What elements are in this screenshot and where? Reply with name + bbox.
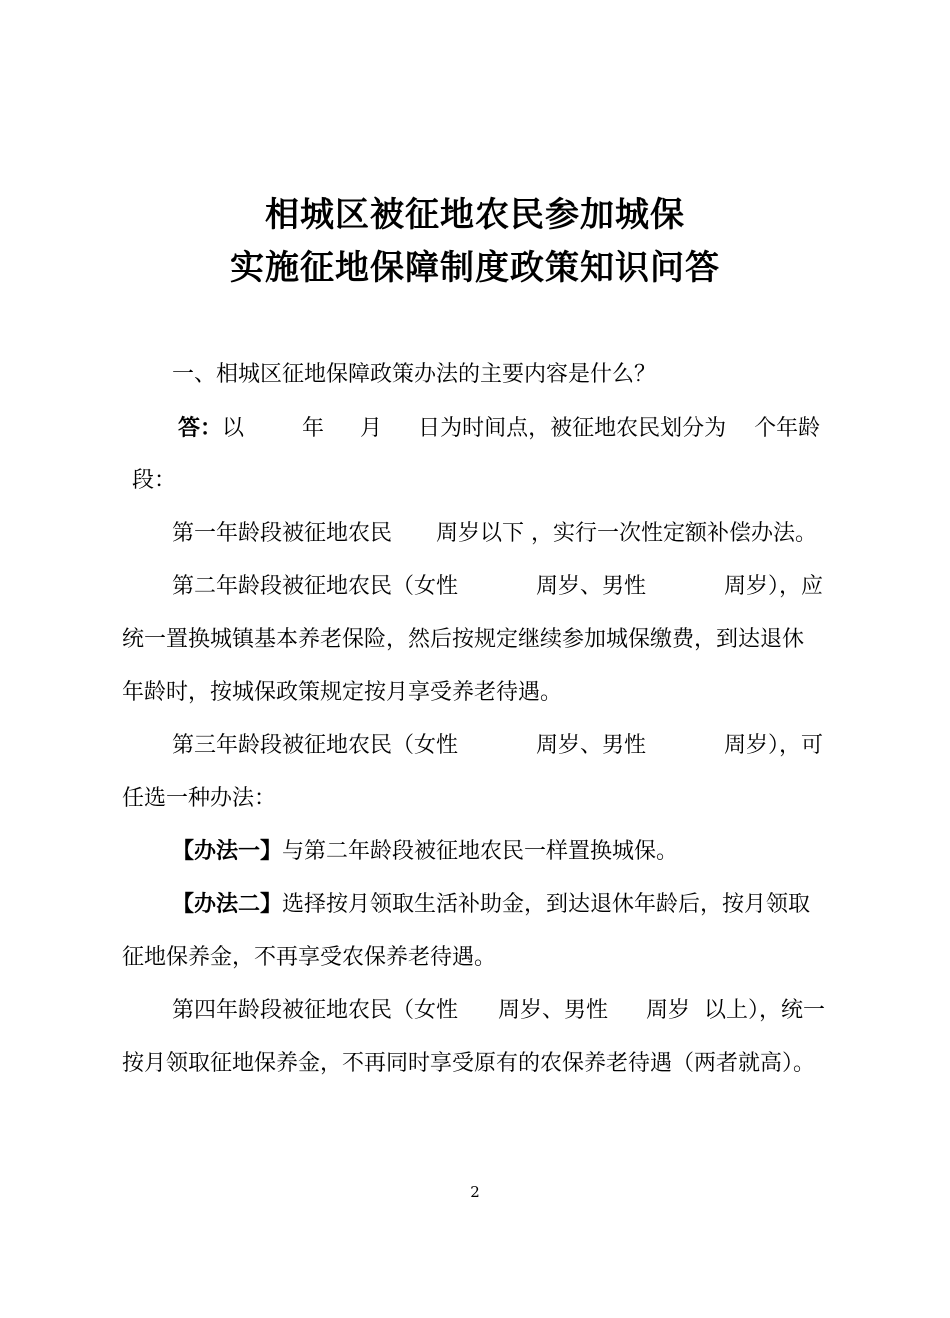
stage-4-text: 周岁、男性 xyxy=(498,998,609,1023)
stage-4-text: 第四年龄段被征地农民（女性 xyxy=(172,998,459,1023)
stage-3-text: 周岁），可 xyxy=(724,733,824,758)
page-number: 2 xyxy=(470,1183,480,1201)
stage-3-text: 周岁、男性 xyxy=(536,733,647,758)
method-2-label: 【办法二】 xyxy=(172,892,283,917)
stage-4-text: 按月领取征地保养金，不再同时享受原有的农保养老待遇（两者就高）。 xyxy=(122,1051,816,1076)
stage-2-text: 第二年龄段被征地农民（女性 xyxy=(172,574,459,599)
stage-2-text: 年龄时，按城保政策规定按月享受养老待遇。 xyxy=(122,680,563,705)
stage-4-text: 以上），统一 xyxy=(704,998,826,1023)
answer-line-1 xyxy=(178,414,820,444)
stage-2-text: 周岁），应 xyxy=(724,574,824,599)
answer-text: 日为时间点，被征地农民划分为 xyxy=(418,416,727,441)
method-2-paragraph xyxy=(172,890,810,920)
stage-4-paragraph xyxy=(172,996,825,1026)
stage-3-paragraph xyxy=(172,731,823,761)
answer-label: 答： xyxy=(178,416,223,441)
method-1-text: 与第二年龄段被征地农民一样置换城保。 xyxy=(282,839,679,864)
stage-2-text: 周岁、男性 xyxy=(536,574,647,599)
method-2-text: 征地保养金，不再享受农保养老待遇。 xyxy=(122,945,497,970)
answer-text: 年 xyxy=(302,416,325,441)
document-title-line-2: 实施征地保障制度政策知识问答 xyxy=(230,248,720,288)
method-2-text: 选择按月领取生活补助金，到达退休年龄后，按月领取 xyxy=(282,892,811,917)
question-heading: 一、相城区征地保障政策办法的主要内容是什么？ xyxy=(172,362,657,387)
method-1-paragraph xyxy=(172,837,678,867)
stage-3-text: 任选一种办法： xyxy=(122,786,277,811)
stage-1-text: 第一年龄段被征地农民 xyxy=(172,521,393,546)
stage-1-text: 周岁以下 ，实行一次性定额补偿办法。 xyxy=(436,521,818,546)
answer-text: 月 xyxy=(360,416,383,441)
answer-text: 以 xyxy=(222,416,245,441)
answer-line-2: 段： xyxy=(132,468,177,493)
answer-text: 个年龄 xyxy=(754,416,821,441)
stage-1-paragraph xyxy=(172,519,817,549)
stage-3-text: 第三年龄段被征地农民（女性 xyxy=(172,733,459,758)
document-title-line-1: 相城区被征地农民参加城保 xyxy=(265,195,685,235)
stage-4-text: 周岁 xyxy=(646,998,691,1023)
stage-2-paragraph xyxy=(172,572,823,602)
method-1-label: 【办法一】 xyxy=(172,839,283,864)
stage-2-text: 统一置换城镇基本养老保险，然后按规定继续参加城保缴费，到达退休 xyxy=(122,627,805,652)
